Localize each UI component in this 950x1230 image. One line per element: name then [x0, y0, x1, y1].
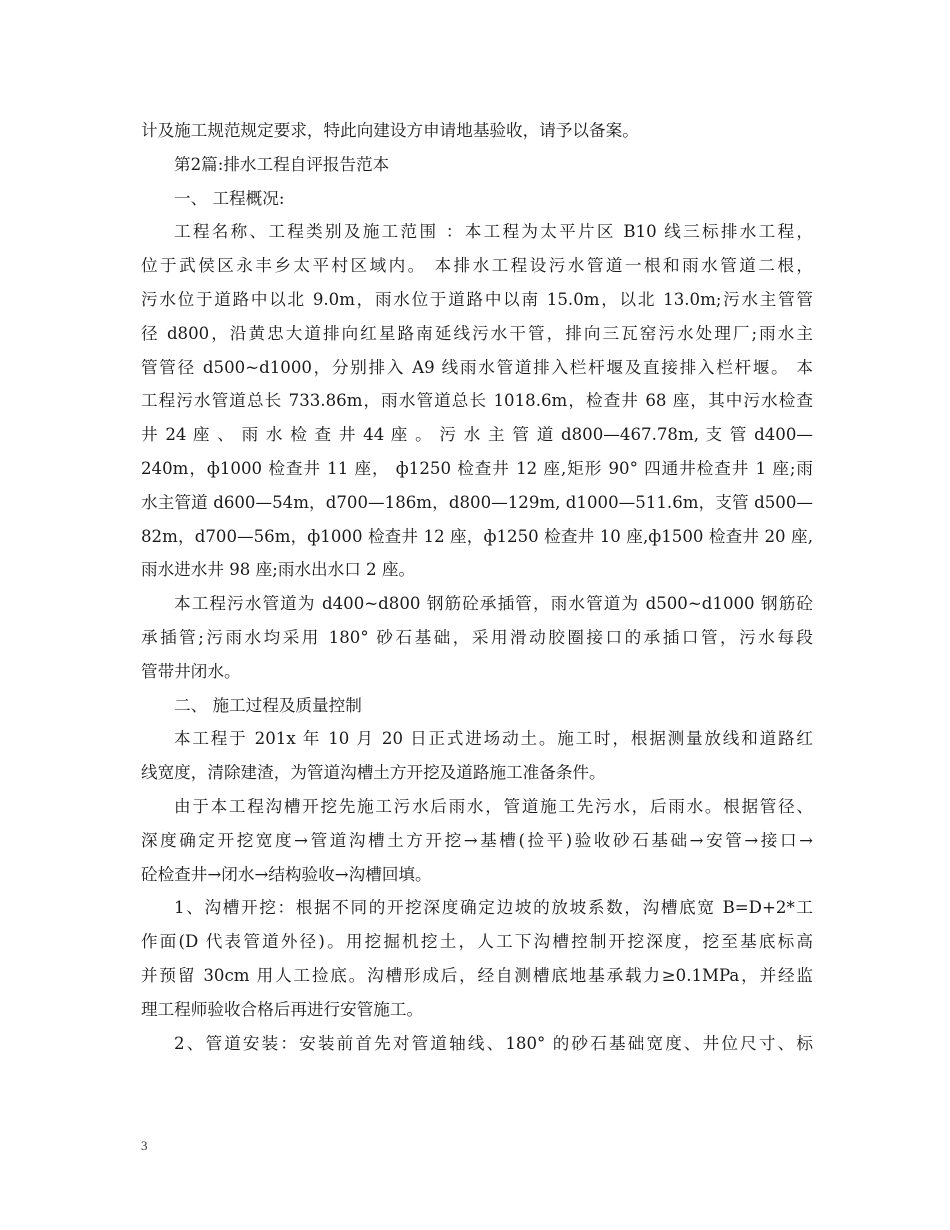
text-line: 井 24 座 、 雨 水 检 查 井 44 座 。 污 水 主 管 道 d800—467.78m, 支 管 d400—	[141, 425, 813, 445]
text-line: 砼检查井→闭水→结构验收→沟槽回填。	[141, 864, 432, 884]
text-line: 雨水进水井 98 座;雨水出水口 2 座。	[141, 560, 416, 580]
section-heading: 二、 施工过程及质量控制	[174, 695, 362, 715]
text-line: 1、沟槽开挖：根据不同的开挖深度确定边坡的放坡系数，沟槽底宽 B=D+2*工	[174, 898, 813, 918]
document-body	[141, 114, 813, 1060]
section-heading: 第2篇:排水工程自评报告范本	[174, 154, 390, 174]
text-line: 2、管道安装：安装前首先对管道轴线、180° 的砂石基础宽度、井位尺寸、标	[174, 1033, 813, 1053]
text-line: 本工程污水管道为 d400~d800 钢筋砼承插管，雨水管道为 d500~d1000 钢筋砼	[174, 594, 813, 614]
text-line: 并预留 30cm 用人工捡底。沟槽形成后，经自测槽底地基承载力≥0.1MPa，并经监	[141, 965, 813, 985]
text-line: 240m，ф1000 检查井 11 座， ф1250 检查井 12 座,矩形 90° 四通井检查井 1 座;雨	[141, 458, 813, 478]
text-line: 线宽度，清除建渣，为管道沟槽土方开挖及道路施工准备条件。	[141, 763, 606, 783]
text-line: 作面(D 代表管道外径)。用挖掘机挖土，人工下沟槽控制开挖深度，挖至基底标高	[141, 932, 813, 952]
text-line: 82m，d700—56m，ф1000 检查井 12 座，ф1250 检查井 10 座,ф1500 检查井 20 座,	[141, 526, 813, 546]
text-line: 污水位于道路中以北 9.0m，雨水位于道路中以南 15.0m，以北 13.0m;污水主管管	[141, 289, 813, 309]
text-line: 径 d800，沿黄忠大道排向红星路南延线污水干管，排向三瓦窑污水处理厂;雨水主	[141, 323, 813, 343]
text-line: 位于武侯区永丰乡太平村区域内。 本排水工程设污水管道一根和雨水管道二根，	[141, 256, 813, 276]
text-line: 理工程师验收合格后再进行安管施工。	[141, 999, 424, 1019]
text-line: 深度确定开挖宽度→管道沟槽土方开挖→基槽(捡平)验收砂石基础→安管→接口→	[141, 830, 813, 850]
text-line: 管带井闭水。	[141, 661, 241, 681]
text-line: 由于本工程沟槽开挖先施工污水后雨水，管道施工先污水，后雨水。根据管径、	[174, 796, 813, 816]
text-line: 计及施工规范规定要求，特此向建设方申请地基验收，请予以备案。	[141, 121, 639, 140]
text-line: 工程名称、工程类别及施工范围 ：本工程为太平片区 B10 线三标排水工程，	[174, 222, 813, 242]
section-heading: 一、 工程概况:	[174, 188, 285, 208]
text-line: 本工程于 201x 年 10 月 20 日正式进场动土。施工时，根据测量放线和道路红	[174, 729, 813, 749]
text-line: 水主管道 d600—54m，d700—186m，d800—129m, d1000—511.6m，支管 d500—	[141, 492, 813, 512]
text-line: 承插管;污雨水均采用 180° 砂石基础，采用滑动胶圈接口的承插口管，污水每段	[141, 627, 813, 647]
text-line: 管管径 d500~d1000，分别排入 A9 线雨水管道排入栏杆堰及直接排入栏杆堰。 本	[141, 357, 813, 377]
text-line: 工程污水管道总长 733.86m，雨水管道总长 1018.6m，检查井 68 座，其中污水检查	[141, 391, 813, 411]
page-number: 3	[141, 1138, 148, 1153]
